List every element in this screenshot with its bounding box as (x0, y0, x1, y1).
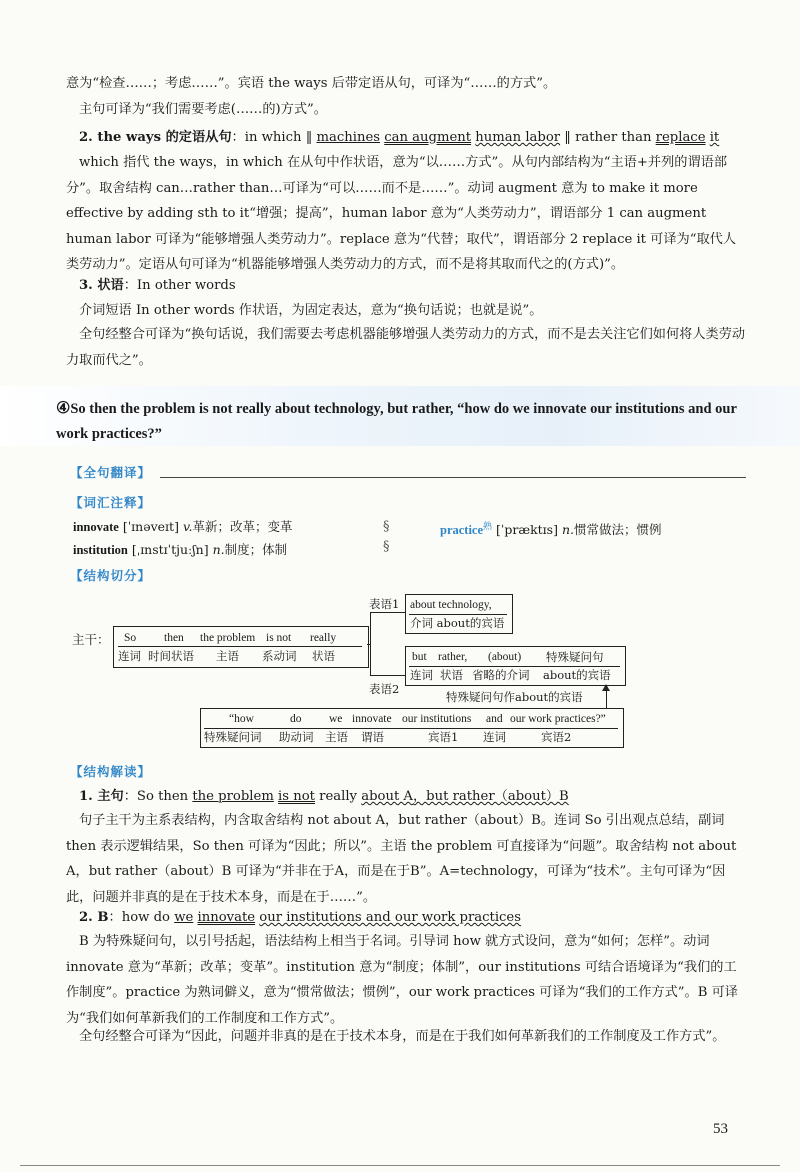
heading-label: 2. the ways 的定语从句 (79, 130, 232, 145)
heading-label: 3. 状语 (79, 278, 124, 293)
word-machines: machines (316, 130, 381, 145)
vocab-item-innovate (73, 517, 293, 537)
arrow-note: 特殊疑问句作about的宾语 (446, 690, 583, 704)
section-split: 【结构切分】 (70, 568, 152, 583)
pred2-label: 表语2 (369, 682, 400, 696)
vocab-item-institution (73, 540, 287, 560)
word-about-a: about A (361, 789, 413, 804)
q-word-how: “how (229, 713, 254, 725)
connector-vertical (370, 612, 371, 676)
binding-ring-icon: § § (383, 519, 390, 554)
pred2-tag-prep: 省略的介词 (472, 668, 530, 682)
pred1-words: about technology, (410, 599, 492, 611)
heading-text: ：In other words (123, 278, 236, 293)
diagram-main-label: 主干： (72, 632, 110, 647)
vocab-pos: n. (561, 522, 574, 538)
main-word-verb: is not (266, 632, 292, 644)
sentence-number: ④ (56, 400, 71, 417)
question-divider (204, 728, 618, 729)
arrow-up-icon (602, 684, 610, 691)
main-tag-time: 时间状语 (148, 649, 194, 663)
word-objects: our institutions and our work practices (259, 910, 521, 925)
q-tag-aux: 助动词 (279, 730, 314, 744)
q-word-institutions: our institutions (402, 713, 472, 725)
word-it: it (709, 130, 720, 145)
section-analysis: 【结构解读】 (70, 764, 152, 779)
bottom-rule (20, 1165, 780, 1166)
heading-label: 2. B (79, 910, 109, 925)
q-word-do: do (290, 713, 302, 725)
q-tag-subject: 主语 (325, 730, 348, 744)
main-tag-adverbial: 状语 (312, 649, 335, 663)
heading-adverbial (66, 273, 746, 299)
main-word-subject: the problem (200, 632, 256, 644)
pred2-word-rather: rather, (438, 651, 468, 663)
q-tag-conj: 连词 (483, 730, 506, 744)
q-tag-object1: 宾语1 (428, 730, 459, 744)
word-we: we (174, 910, 194, 925)
word-human-labor: human labor (475, 130, 561, 145)
para-main-translation: 主句可译为“我们需要考虑(……的)方式”。 (79, 102, 327, 117)
sentence-four (56, 396, 746, 447)
heading-text: ：how do (108, 910, 175, 925)
word-is-not: is not (278, 789, 315, 804)
word-but-rather-b: ，but rather（about）B (412, 789, 569, 804)
pred2-word-about: (about) (488, 651, 522, 663)
q-tag-predicate: 谓语 (361, 730, 384, 744)
section-vocab: 【词汇注释】 (70, 495, 152, 510)
vocab-word: institution (73, 543, 128, 557)
word-the-problem: the problem (192, 789, 274, 804)
main-divider (118, 646, 362, 647)
vocab-def: 革新；改革；变革 (192, 519, 293, 534)
vocab-word: innovate (73, 520, 119, 534)
para-adverbial: 介词短语 In other words 作状语，为固定表达，意为“换句话说；也就是说”。 (79, 303, 543, 318)
pred1-divider (409, 614, 507, 615)
arrow-shaft (606, 690, 607, 708)
vocab-phonetic: [ˈpræktɪs] (496, 522, 558, 538)
heading-text: ‖ rather than (560, 130, 656, 145)
para-clause-analysis: which 指代 the ways，in which 在从句中作状语，意为“以……方式”。从句内部结构为“主语+并列的谓语部分”。取舍结构 can…rather than…可译为“可以……而不是……”。动词 augment 意为 to make it more effective by adding sth to it“增强；提高”，human labor 意为“人类劳动力”，谓语部分 1 can augment human labor 可译为“能够增强人类劳动力”。replace 意为“代替；取代”，谓语部分 2 replace it 可译为“取代人类劳动力”。定语从句可译为“机器能够增强人类劳动力的方式，而不是将其取而代之的(方式)”。 (66, 155, 737, 272)
q-word-practices: our work practices?” (510, 713, 606, 725)
q-tag-wh: 特殊疑问词 (204, 730, 262, 744)
heading-b (66, 905, 746, 931)
main-word-really: really (310, 632, 337, 644)
connector-bottom (370, 675, 405, 676)
q-word-we: we (329, 713, 343, 725)
heading-main-clause (66, 784, 746, 810)
vocab-pos: n. (212, 542, 225, 557)
pred2-tag-object: about的宾语 (543, 668, 611, 682)
section-translation: 【全句翻译】 (70, 465, 152, 480)
para-full-translation: 全句经整合可译为“换句话说，我们需要去考虑机器能够增强人类劳动力的方式，而不是去关注它们如何将人类劳动力取而代之”。 (66, 327, 746, 368)
sentence-text: So then the problem is not really about technology, but rather, “how do we innovate our institutions and our work practices?” (56, 401, 737, 442)
q-word-innovate: innovate (352, 713, 392, 725)
para-b-analysis: B 为特殊疑问句，以引号括起，语法结构上相当于名词。引导词 how 就方式设问，意为“如何；怎样”。动词 innovate 意为“革新；改革；变革”。institution 意为“制度；体制”，our institutions 可结合语境译为“我们的工作制度”。practice 为熟词僻义，意为“惯常做法；惯例”，our work practices 可译为“我们的工作方式”。B 可译为“我们如何革新我们的工作制度和工作方式”。 (66, 934, 738, 1026)
main-tag-conj: 连词 (118, 649, 141, 663)
vocab-item-practice (440, 517, 662, 540)
word-replace: replace (655, 130, 706, 145)
vocab-pos: v. (182, 519, 193, 534)
word-can-augment: can augment (384, 130, 472, 145)
pred2-word-but: but (412, 651, 427, 663)
main-tag-linkverb: 系动词 (262, 649, 297, 663)
word-innovate: innovate (197, 910, 256, 925)
pred2-divider (409, 666, 620, 667)
connector-top (370, 612, 405, 613)
vocab-def: 制度；体制 (224, 542, 288, 557)
pred2-tag-adverbial: 状语 (440, 668, 463, 682)
familiar-word-icon: 熟 (483, 522, 493, 532)
main-word-so: So (124, 632, 137, 644)
heading-attributive-clause (66, 125, 746, 151)
main-tag-subject: 主语 (216, 649, 239, 663)
heading-text: really (314, 789, 362, 804)
translation-blank-line (160, 477, 746, 478)
heading-text: ：So then (123, 789, 193, 804)
q-tag-object2: 宾语2 (541, 730, 572, 744)
vocab-def: 惯常做法；惯例 (573, 522, 662, 538)
vocab-phonetic: [ˌɪnstɪˈtjuːʃn] (131, 542, 209, 557)
pred2-tag-conj: 连词 (410, 668, 433, 682)
pred1-tags: 介词 about的宾语 (410, 616, 505, 630)
q-word-and: and (486, 713, 503, 725)
pred2-word-question: 特殊疑问句 (546, 650, 604, 664)
heading-label: 1. 主句 (79, 789, 124, 804)
vocab-word: practice (440, 523, 484, 538)
heading-text: ：in which ‖ (231, 130, 317, 145)
pred1-label: 表语1 (369, 597, 400, 611)
main-word-then: then (164, 632, 184, 644)
para-main-clause: 句子主干为主系表结构，内含取舍结构 not about A，but rather（about）B。连词 So 引出观点总结，副词 then 表示逻辑结果，So then 可译为“因此；所以”。主语 the problem 可直接译为“问题”。取舍结构 not about A，but rather（about）B 可译为“并非在于A，而是在于B”。A=technology，可译为“技术”。主句可译为“因此，问题并非真的是在于技术本身，而是在于……”。 (66, 813, 737, 905)
para-final-translation: 全句经整合可译为“因此，问题并非真的是在于技术本身，而是在于我们如何革新我们的工作制度及工作方式”。 (79, 1029, 726, 1044)
para-continuation: 意为“检查……；考虑……”。宾语 the ways 后带定语从句，可译为“……的方式”。 (66, 76, 557, 91)
page-number: 53 (713, 1121, 728, 1137)
vocab-phonetic: [ˈɪnəveɪt] (122, 519, 179, 534)
